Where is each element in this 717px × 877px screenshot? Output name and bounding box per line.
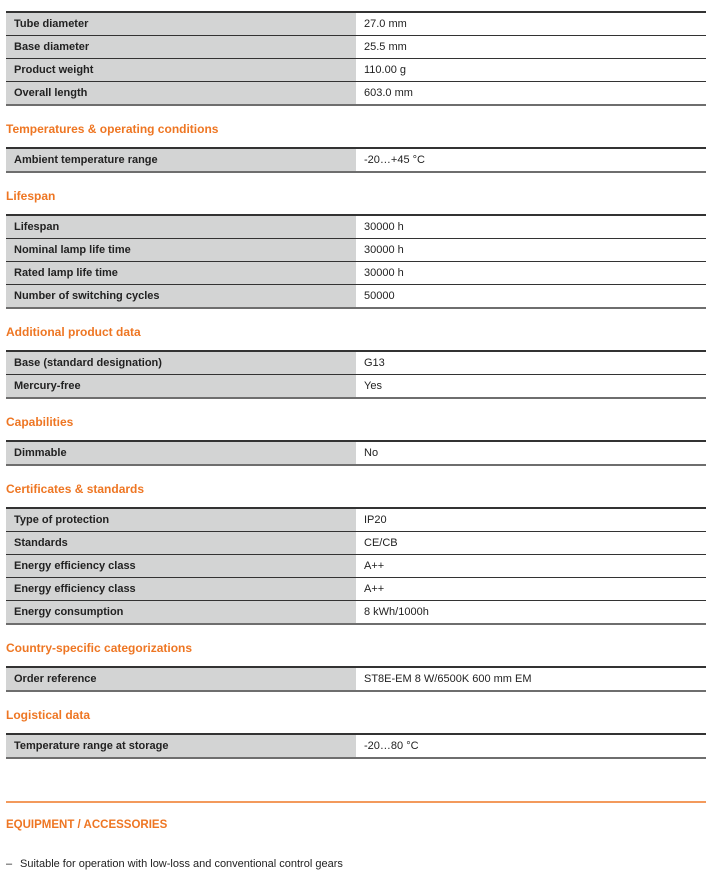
section-title: Certificates & standards [6, 482, 145, 496]
spec-label: Dimmable [6, 441, 356, 465]
spec-row [6, 351, 706, 375]
spec-row [6, 601, 706, 625]
spec-value: 30000 h [356, 239, 706, 262]
spec-row [6, 59, 706, 82]
spec-label: Base diameter [6, 36, 356, 59]
spec-label: Mercury-free [6, 375, 356, 399]
spec-row [6, 508, 706, 532]
bullet-dash: – [6, 858, 13, 870]
spec-label: Number of switching cycles [6, 285, 356, 309]
spec-row [6, 375, 706, 399]
spec-value: CE/CB [356, 532, 706, 555]
spec-page [6, 0, 706, 870]
spec-value: 27.0 mm [356, 12, 706, 36]
spec-row [6, 667, 706, 691]
spec-row [6, 262, 706, 285]
spec-value: 30000 h [356, 215, 706, 239]
spec-label: Nominal lamp life time [6, 239, 356, 262]
spec-label: Order reference [6, 667, 356, 691]
spec-section [6, 309, 706, 399]
spec-row [6, 215, 706, 239]
spec-row [6, 734, 706, 758]
spec-value: IP20 [356, 508, 706, 532]
spec-value: 30000 h [356, 262, 706, 285]
section-title: Temperatures & operating conditions [6, 122, 219, 136]
spec-row [6, 12, 706, 36]
spec-section [6, 399, 706, 466]
spec-row [6, 441, 706, 465]
spec-row [6, 148, 706, 172]
spec-label: Lifespan [6, 215, 356, 239]
spec-label: Tube diameter [6, 12, 356, 36]
spec-section [6, 173, 706, 309]
section-table [6, 733, 706, 759]
spec-label: Energy efficiency class [6, 555, 356, 578]
spec-value: A++ [356, 555, 706, 578]
spec-row [6, 82, 706, 106]
spec-section [6, 625, 706, 692]
spec-label: Type of protection [6, 508, 356, 532]
spec-label: Energy consumption [6, 601, 356, 625]
spec-row [6, 239, 706, 262]
spec-row [6, 36, 706, 59]
spec-label: Standards [6, 532, 356, 555]
equipment-title: EQUIPMENT / ACCESSORIES [6, 819, 168, 831]
spec-value: 603.0 mm [356, 82, 706, 106]
spec-label: Ambient temperature range [6, 148, 356, 172]
spec-row [6, 285, 706, 309]
section-title: Additional product data [6, 325, 141, 339]
spec-value: G13 [356, 351, 706, 375]
spec-row [6, 532, 706, 555]
equipment-item [6, 858, 706, 870]
spec-section [6, 692, 706, 759]
spec-row [6, 555, 706, 578]
spec-label: Temperature range at storage [6, 734, 356, 758]
spec-value: No [356, 441, 706, 465]
spec-value: Yes [356, 375, 706, 399]
spec-value: 50000 [356, 285, 706, 309]
spec-row [6, 578, 706, 601]
section-table [6, 440, 706, 466]
spec-value: 8 kWh/1000h [356, 601, 706, 625]
dimensions-table [6, 11, 706, 106]
spec-sections [6, 106, 706, 759]
section-title: Capabilities [6, 415, 74, 429]
spec-value: 25.5 mm [356, 36, 706, 59]
spec-label: Base (standard designation) [6, 351, 356, 375]
spec-value: 110.00 g [356, 59, 706, 82]
section-table [6, 350, 706, 399]
spec-value: ST8E-EM 8 W/6500K 600 mm EM [356, 667, 706, 691]
spec-value: A++ [356, 578, 706, 601]
spec-value: -20…80 °C [356, 734, 706, 758]
spec-value: -20…+45 °C [356, 148, 706, 172]
section-title: Lifespan [6, 189, 56, 203]
spec-label: Energy efficiency class [6, 578, 356, 601]
section-table [6, 507, 706, 625]
equipment-item-text: Suitable for operation with low-loss and conventional control gears [20, 858, 343, 870]
spec-label: Overall length [6, 82, 356, 106]
section-table [6, 666, 706, 692]
spec-label: Product weight [6, 59, 356, 82]
spec-section [6, 106, 706, 173]
spec-label: Rated lamp life time [6, 262, 356, 285]
spec-section [6, 466, 706, 625]
section-title: Logistical data [6, 708, 91, 722]
section-title: Country-specific categorizations [6, 641, 193, 655]
section-table [6, 147, 706, 173]
section-table [6, 214, 706, 309]
